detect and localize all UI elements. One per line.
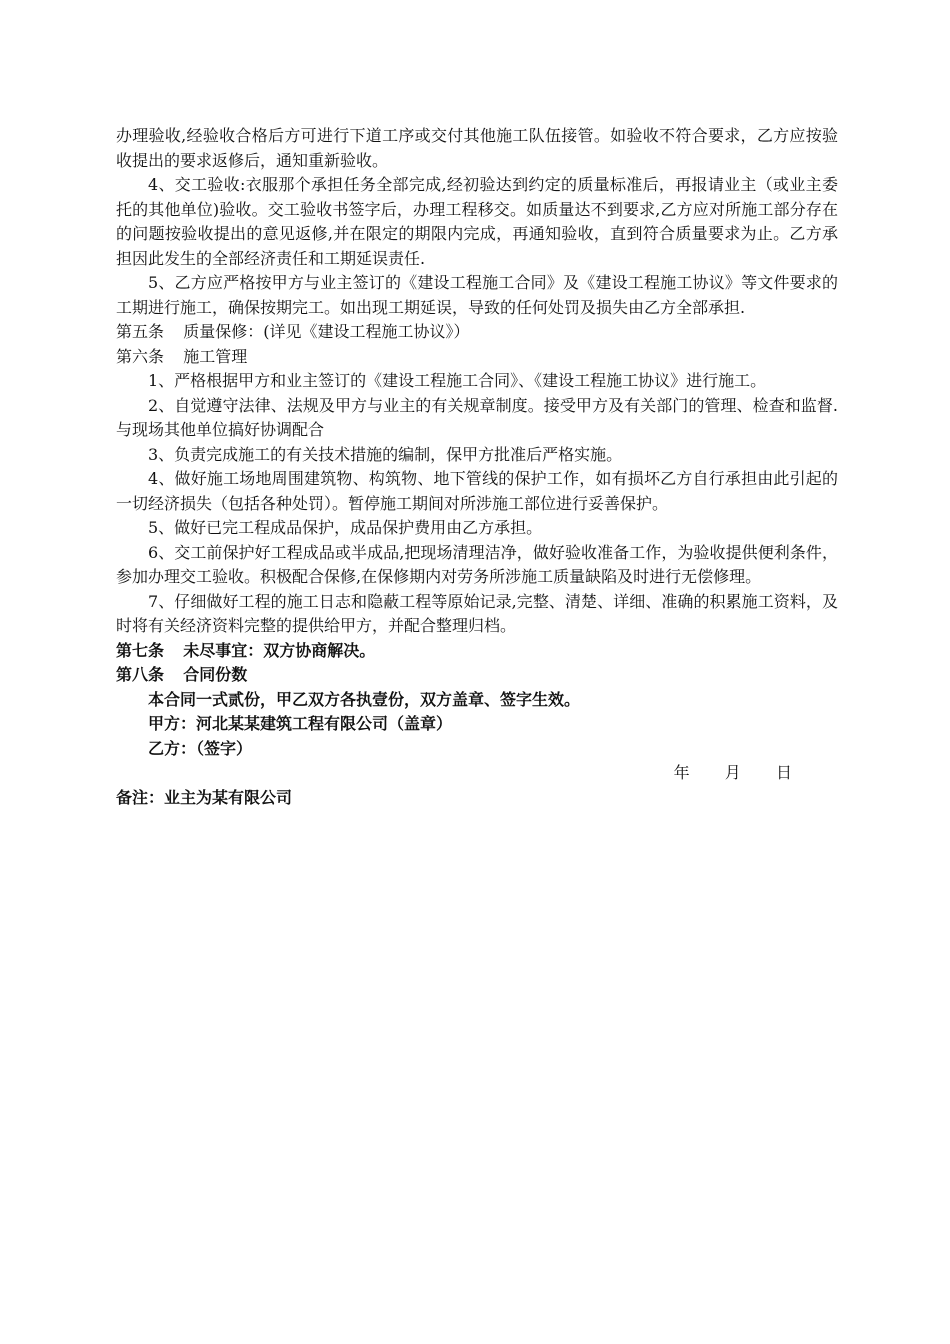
article-6-item-5: 5、做好已完工程成品保护，成品保护费用由乙方承担。 (148, 518, 543, 537)
date-year: 年 (673, 763, 690, 782)
article-6-heading (116, 345, 838, 370)
article-8-number: 第八条 (116, 665, 165, 684)
article-7-title: 未尽事宜：双方协商解决。 (183, 640, 376, 660)
party-a-line: 甲方：河北某某建筑工程有限公司（盖章） (148, 714, 453, 733)
article-8-body: 本合同一式贰份，甲乙双方各执壹份，双方盖章、签字生效。 (148, 689, 581, 709)
item-acceptance-handover: 4、交工验收:衣服那个承担任务全部完成,经初验达到约定的质量标准后，再报请业主（或业主委托的其他单位)验收。交工验收书签字后，办理工程移交。如质量达不到要求,乙方应对所施工部分存在的问题按验收提出的意见返修,并在限定的期限内完成，再通知验收，直到符合质量要求为止。乙方承担因此发生的全部经济责任和工期延误责任. (116, 175, 838, 268)
signature-date-line (116, 761, 838, 786)
article-5-number: 第五条 (116, 322, 165, 341)
party-b-line: 乙方：（签字） (148, 738, 253, 758)
article-8-title: 合同份数 (183, 665, 248, 684)
article-6-item-3: 3、负责完成施工的有关技术措施的编制，保甲方批准后严格实施。 (148, 444, 623, 464)
article-5-title: 质量保修：(详见《建设工程施工协议》） (183, 322, 470, 341)
item-schedule: 5、乙方应严格按甲方与业主签订的《建设工程施工合同》及《建设工程施工协议》等文件要求的工期进行施工，确保按期完工。如出现工期延误，导致的任何处罚及损失由乙方全部承担. (116, 273, 838, 317)
continuation-paragraph: 办理验收,经验收合格后方可进行下道工序或交付其他施工队伍接管。如验收不符合要求，乙方应按验收提出的要求返修后，通知重新验收。 (116, 126, 838, 170)
article-7-heading (116, 639, 838, 664)
article-6-item-4: 4、做好施工场地周围建筑物、构筑物、地下管线的保护工作，如有损坏乙方自行承担由此引起的一切经济损失（包括各种处罚）。暂停施工期间对所涉施工部位进行妥善保护。 (116, 469, 838, 513)
article-6-title: 施工管理 (183, 346, 248, 366)
contract-page (116, 124, 838, 810)
date-day: 日 (775, 763, 792, 782)
article-6-item-2: 2、自觉遵守法律、法规及甲方与业主的有关规章制度。接受甲方及有关部门的管理、检查和监督.与现场其他单位搞好协调配合 (116, 395, 838, 439)
remark-line: 备注：业主为某有限公司 (116, 787, 293, 807)
article-6-item-7: 7、仔细做好工程的施工日志和隐蔽工程等原始记录,完整、清楚、详细、准确的积累施工资料，及时将有关经济资料完整的提供给甲方，并配合整理归档。 (116, 591, 838, 635)
article-5-heading (116, 320, 838, 345)
article-8-heading (116, 663, 838, 688)
article-6-item-6: 6、交工前保护好工程成品或半成品,把现场清理洁净，做好验收准备工作，为验收提供便利条件，参加办理交工验收。积极配合保修,在保修期内对劳务所涉施工质量缺陷及时进行无偿修理。 (116, 542, 838, 586)
article-7-number: 第七条 (116, 640, 165, 660)
article-6-item-1: 1、严格根据甲方和业主签订的《建设工程施工合同》、《建设工程施工协议》进行施工。 (148, 371, 767, 390)
article-6-number: 第六条 (116, 346, 165, 366)
date-month: 月 (724, 763, 741, 782)
